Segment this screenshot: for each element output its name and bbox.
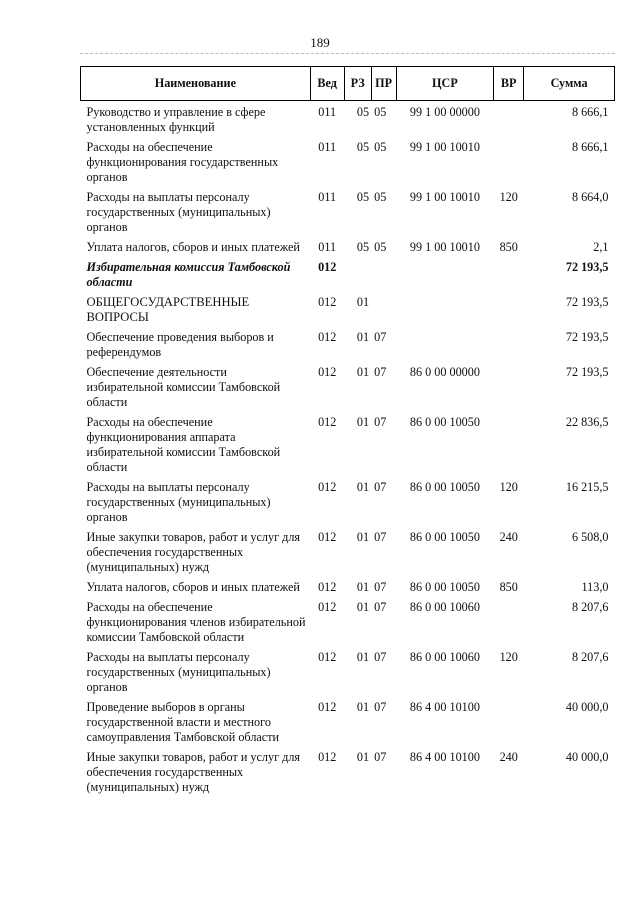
cell-ved: 011 bbox=[318, 240, 337, 254]
table-row bbox=[81, 415, 615, 480]
cell-name: Расходы на выплаты персоналу государственных (муниципальных) органов bbox=[86, 650, 271, 694]
cell-name: Расходы на обеспечение функционирования государственных органов bbox=[86, 140, 279, 184]
cell-pr: 07 bbox=[374, 750, 387, 764]
cell-vr: 240 bbox=[499, 750, 518, 764]
cell-sum: 72 193,5 bbox=[565, 260, 609, 274]
cell-ved: 012 bbox=[318, 650, 337, 664]
cell-name: Обеспечение проведения выборов и референдумов bbox=[86, 330, 274, 359]
table-row bbox=[81, 260, 615, 295]
cell-name: Обеспечение деятельности избирательной комиссии Тамбовской области bbox=[86, 365, 281, 409]
table-body bbox=[81, 101, 615, 801]
table-row bbox=[81, 330, 615, 365]
table-row bbox=[81, 365, 615, 415]
cell-sum: 72 193,5 bbox=[565, 295, 609, 309]
cell-vr bbox=[494, 700, 524, 750]
cell-rz: 01 bbox=[356, 295, 370, 309]
cell-ved: 011 bbox=[318, 105, 337, 119]
table-row bbox=[81, 480, 615, 530]
cell-rz: 05 bbox=[356, 190, 370, 204]
table-row bbox=[81, 295, 615, 330]
table-row bbox=[81, 530, 615, 580]
header-ved: Вед bbox=[310, 67, 344, 101]
table-row bbox=[81, 190, 615, 240]
table-row bbox=[81, 750, 615, 800]
cell-pr: 07 bbox=[374, 365, 387, 379]
cell-csr: 99 1 00 10010 bbox=[409, 140, 480, 154]
cell-sum: 40 000,0 bbox=[565, 750, 609, 764]
cell-ved: 012 bbox=[318, 415, 337, 429]
cell-csr bbox=[396, 260, 494, 295]
cell-pr: 05 bbox=[374, 240, 387, 254]
cell-ved: 012 bbox=[318, 530, 337, 544]
header-sum: Сумма bbox=[524, 67, 615, 101]
cell-ved: 012 bbox=[318, 700, 337, 714]
table-row bbox=[81, 600, 615, 650]
cell-rz: 01 bbox=[356, 650, 370, 664]
cell-csr: 86 0 00 00000 bbox=[409, 365, 480, 379]
cell-pr: 07 bbox=[374, 580, 387, 594]
cell-sum: 22 836,5 bbox=[565, 415, 609, 429]
top-divider bbox=[80, 53, 615, 54]
cell-pr: 07 bbox=[374, 600, 387, 614]
cell-pr bbox=[371, 295, 396, 330]
cell-rz: 01 bbox=[356, 750, 370, 764]
cell-sum: 8 666,1 bbox=[571, 105, 609, 119]
cell-vr: 850 bbox=[499, 580, 518, 594]
cell-vr: 120 bbox=[499, 650, 518, 664]
cell-name: Руководство и управление в сфере установленных функций bbox=[86, 105, 266, 134]
cell-sum: 8 666,1 bbox=[571, 140, 609, 154]
cell-name: Иные закупки товаров, работ и услуг для обеспечения государственных (муниципальных) нужд bbox=[86, 530, 301, 574]
cell-vr: 850 bbox=[499, 240, 518, 254]
header-csr: ЦСР bbox=[396, 67, 494, 101]
cell-name: Расходы на обеспечение функционирования аппарата избирательной комиссии Тамбовской области bbox=[86, 415, 281, 474]
cell-sum: 8 664,0 bbox=[571, 190, 609, 204]
cell-csr: 99 1 00 10010 bbox=[409, 190, 480, 204]
cell-ved: 012 bbox=[318, 750, 337, 764]
cell-csr: 86 4 00 10100 bbox=[409, 700, 480, 714]
cell-vr: 120 bbox=[499, 480, 518, 494]
cell-csr: 86 0 00 10050 bbox=[409, 415, 480, 429]
table-row bbox=[81, 700, 615, 750]
cell-csr bbox=[396, 295, 494, 330]
cell-ved: 011 bbox=[318, 140, 337, 154]
cell-name: Уплата налогов, сборов и иных платежей bbox=[86, 580, 300, 594]
cell-ved: 012 bbox=[318, 480, 337, 494]
header-rz: РЗ bbox=[344, 67, 371, 101]
cell-sum: 72 193,5 bbox=[565, 365, 609, 379]
cell-rz: 01 bbox=[356, 330, 370, 344]
budget-table bbox=[80, 66, 615, 800]
table-header bbox=[81, 67, 615, 101]
cell-rz: 01 bbox=[356, 480, 370, 494]
cell-rz: 01 bbox=[356, 600, 370, 614]
cell-pr: 05 bbox=[374, 105, 387, 119]
cell-csr: 86 0 00 10060 bbox=[409, 650, 480, 664]
cell-pr bbox=[371, 260, 396, 295]
cell-vr bbox=[494, 140, 524, 190]
cell-vr bbox=[494, 415, 524, 480]
cell-name: Избирательная комиссия Тамбовской области bbox=[86, 260, 291, 289]
table-row bbox=[81, 140, 615, 190]
cell-sum: 8 207,6 bbox=[571, 650, 609, 664]
cell-pr: 07 bbox=[374, 330, 387, 344]
cell-name: Иные закупки товаров, работ и услуг для обеспечения государственных (муниципальных) нужд bbox=[86, 750, 301, 794]
cell-pr: 07 bbox=[374, 480, 387, 494]
table-row bbox=[81, 580, 615, 600]
cell-rz: 01 bbox=[356, 530, 370, 544]
cell-ved: 012 bbox=[318, 330, 337, 344]
cell-vr bbox=[494, 295, 524, 330]
cell-ved: 012 bbox=[318, 600, 337, 614]
cell-vr bbox=[494, 600, 524, 650]
cell-sum: 6 508,0 bbox=[571, 530, 609, 544]
cell-csr: 86 0 00 10050 bbox=[409, 580, 480, 594]
cell-rz: 01 bbox=[356, 415, 370, 429]
cell-rz: 05 bbox=[356, 140, 370, 154]
cell-ved: 012 bbox=[318, 365, 337, 379]
cell-ved: 012 bbox=[318, 295, 337, 309]
table-row bbox=[81, 240, 615, 260]
cell-pr: 07 bbox=[374, 530, 387, 544]
cell-pr: 05 bbox=[374, 190, 387, 204]
table-row bbox=[81, 101, 615, 141]
cell-vr bbox=[494, 260, 524, 295]
cell-vr: 240 bbox=[499, 530, 518, 544]
cell-csr: 99 1 00 00000 bbox=[409, 105, 480, 119]
cell-name: Расходы на выплаты персоналу государственных (муниципальных) органов bbox=[86, 190, 271, 234]
cell-name: Расходы на обеспечение функционирования членов избирательной комиссии Тамбовской области bbox=[86, 600, 306, 644]
cell-name: Расходы на выплаты персоналу государственных (муниципальных) органов bbox=[86, 480, 271, 524]
cell-rz: 01 bbox=[356, 700, 370, 714]
cell-name: Уплата налогов, сборов и иных платежей bbox=[86, 240, 300, 254]
cell-csr: 86 0 00 10050 bbox=[409, 530, 480, 544]
cell-sum: 40 000,0 bbox=[565, 700, 609, 714]
cell-name: Проведение выборов в органы государственной власти и местного самоуправления Тамбовской области bbox=[86, 700, 280, 744]
cell-pr: 07 bbox=[374, 700, 387, 714]
header-vr: ВР bbox=[494, 67, 524, 101]
cell-ved: 012 bbox=[318, 260, 337, 274]
cell-csr: 99 1 00 10010 bbox=[409, 240, 480, 254]
cell-csr: 86 4 00 10100 bbox=[409, 750, 480, 764]
cell-vr bbox=[494, 365, 524, 415]
cell-csr: 86 0 00 10060 bbox=[409, 600, 480, 614]
cell-rz: 01 bbox=[356, 365, 370, 379]
cell-pr: 07 bbox=[374, 650, 387, 664]
cell-rz: 05 bbox=[356, 240, 370, 254]
cell-vr bbox=[494, 330, 524, 365]
cell-name: ОБЩЕГОСУДАРСТВЕННЫЕ ВОПРОСЫ bbox=[86, 295, 250, 324]
cell-csr bbox=[396, 330, 494, 365]
cell-pr: 05 bbox=[374, 140, 387, 154]
cell-sum: 72 193,5 bbox=[565, 330, 609, 344]
cell-rz: 05 bbox=[356, 105, 370, 119]
cell-sum: 8 207,6 bbox=[571, 600, 609, 614]
cell-vr bbox=[494, 101, 524, 141]
cell-csr: 86 0 00 10050 bbox=[409, 480, 480, 494]
cell-sum: 16 215,5 bbox=[565, 480, 609, 494]
cell-sum: 2,1 bbox=[593, 240, 609, 254]
header-name: Наименование bbox=[81, 67, 311, 101]
cell-pr: 07 bbox=[374, 415, 387, 429]
table-row bbox=[81, 650, 615, 700]
cell-rz bbox=[344, 260, 371, 295]
page-number: 189 bbox=[310, 35, 330, 50]
cell-ved: 011 bbox=[318, 190, 337, 204]
cell-sum: 113,0 bbox=[581, 580, 609, 594]
cell-ved: 012 bbox=[318, 580, 337, 594]
header-pr: ПР bbox=[371, 67, 396, 101]
cell-rz: 01 bbox=[356, 580, 370, 594]
cell-vr: 120 bbox=[499, 190, 518, 204]
